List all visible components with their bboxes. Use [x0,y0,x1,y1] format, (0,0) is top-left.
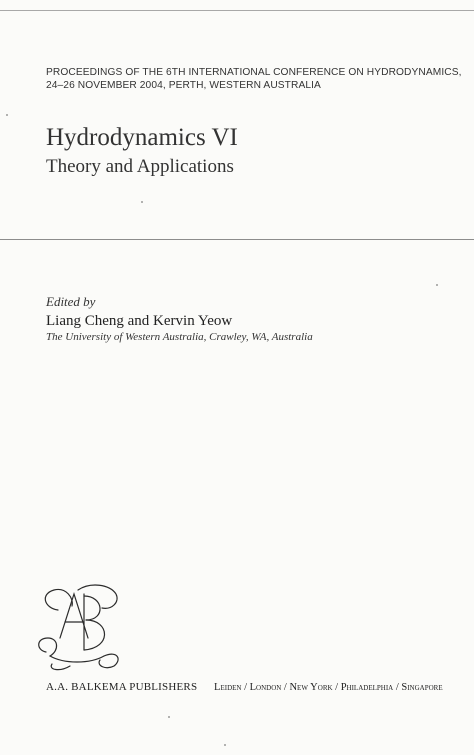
edited-by-label: Edited by [46,294,96,309]
paper-speck [168,716,170,718]
proceedings-line-2: 24–26 NOVEMBER 2004, PERTH, WESTERN AUSTRALIA [46,80,321,91]
paper-speck [224,744,226,746]
divider-rule [0,239,474,240]
paper-speck [141,201,143,203]
publisher-line [46,681,443,693]
editors-names: Liang Cheng and Kervin Yeow [46,313,233,329]
editors-affiliation: The University of Western Australia, Crawley, WA, Australia [46,331,313,343]
publisher-cities: Leiden / London / New York / Philadelphia / Singapore [214,682,443,693]
proceedings-heading [46,66,466,92]
publisher-name: A.A. BALKEMA PUBLISHERS [46,681,198,693]
proceedings-line-1: PROCEEDINGS OF THE 6TH INTERNATIONAL CONFERENCE ON HYDRODYNAMICS, [46,67,462,78]
paper-speck [436,284,438,286]
book-title: Hydrodynamics VI [46,124,238,151]
top-rule [0,10,474,11]
paper-speck [6,114,8,116]
book-subtitle: Theory and Applications [46,156,234,177]
balkema-ab-monogram-icon [30,580,130,675]
